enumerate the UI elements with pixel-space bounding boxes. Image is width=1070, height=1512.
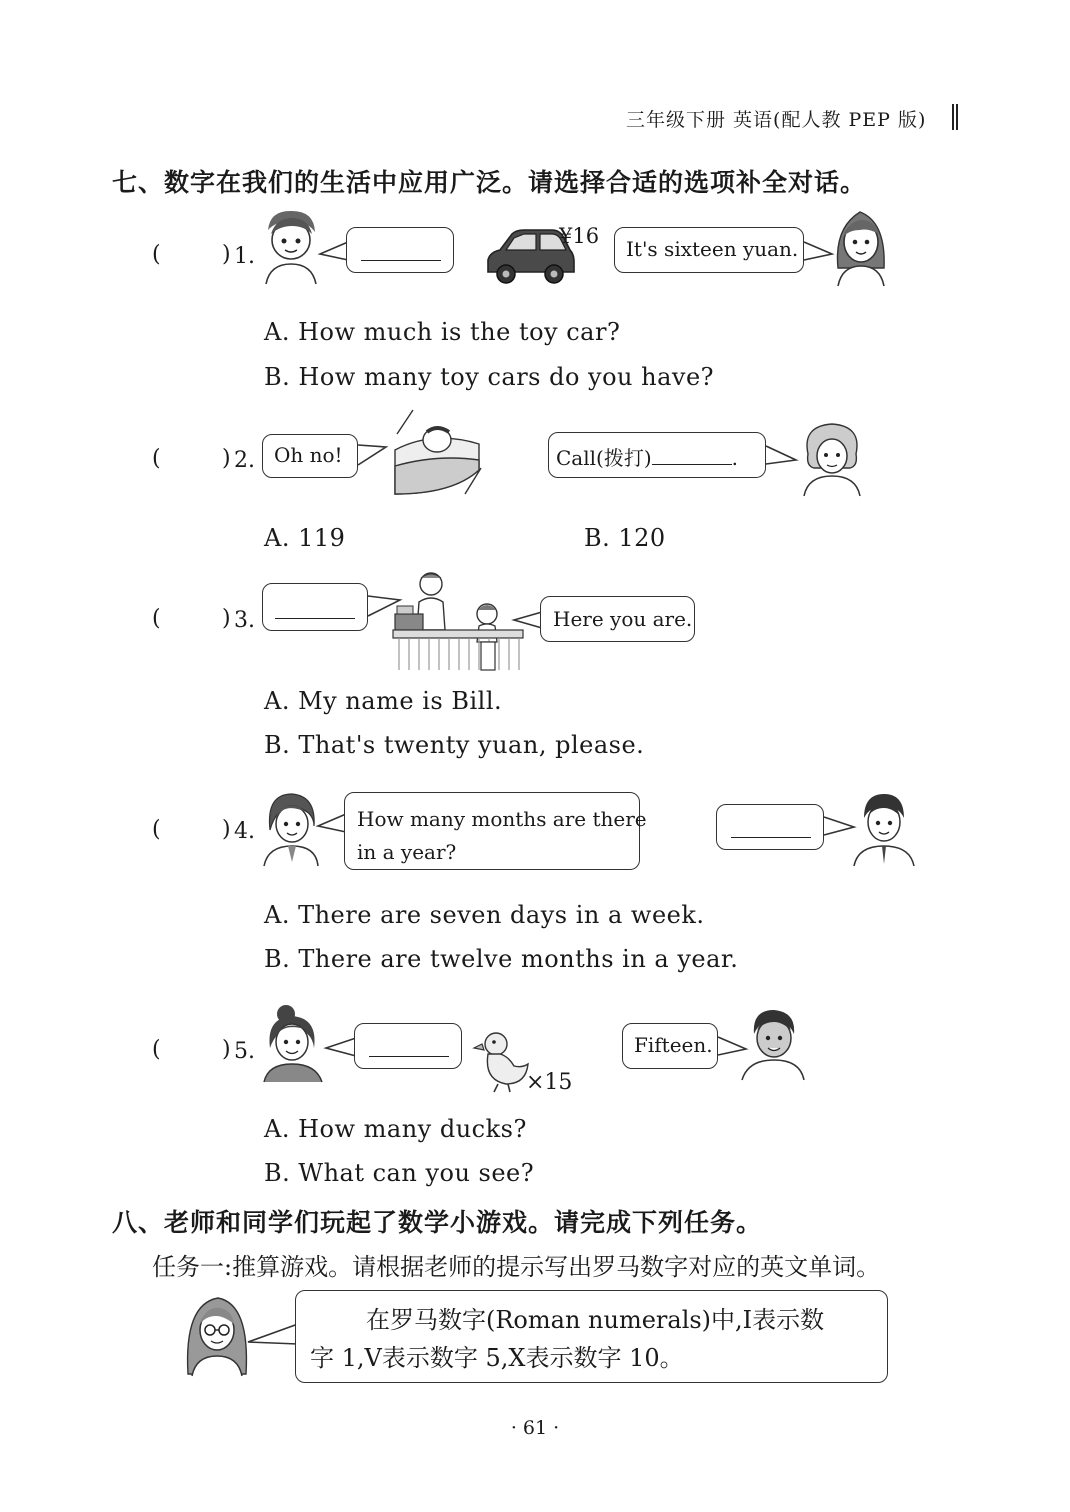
woman-icon	[262, 790, 320, 866]
answer-paren-open: (	[152, 817, 161, 842]
speech-bubble-answer	[346, 227, 454, 273]
speech-bubble-answer	[716, 804, 824, 850]
option-b: B. What can you see?	[264, 1159, 535, 1187]
speech-bubble-boy: Here you are.	[540, 596, 695, 642]
grandmother-icon	[800, 420, 864, 496]
question-line-2: in a year?	[357, 840, 457, 864]
answer-paren-close: )	[222, 817, 231, 842]
answer-paren-open: (	[152, 1037, 161, 1062]
option-a: A. How many ducks?	[264, 1115, 527, 1143]
duck-count-label: ×15	[526, 1070, 573, 1095]
answer-blank	[731, 837, 811, 838]
speech-tail	[822, 815, 856, 839]
duckling-icon	[478, 1030, 530, 1094]
answer-blank	[361, 260, 441, 261]
question-number: 3.	[234, 608, 255, 633]
speech-tail	[246, 1322, 300, 1352]
speech-bubble-teacher-hint	[295, 1290, 888, 1383]
teacher-hint-line-1: 在罗马数字(Roman numerals)中,Ⅰ表示数	[366, 1306, 825, 1334]
answer-paren-close: )	[222, 446, 231, 471]
header-divider	[952, 104, 958, 130]
question-number: 4.	[234, 819, 255, 844]
boy-icon	[262, 208, 320, 284]
shop-counter-scene-icon	[393, 570, 525, 672]
boy-icon	[740, 1006, 804, 1080]
man-icon	[852, 790, 916, 866]
task-1-instruction: 任务一:推算游戏。请根据老师的提示写出罗马数字对应的英文单词。	[152, 1253, 881, 1281]
answer-paren-open: (	[152, 446, 161, 471]
speech-bubble-answer	[262, 583, 368, 631]
page-number: · 61 ·	[510, 1417, 560, 1439]
woman-bun-icon	[262, 1004, 326, 1082]
call-text: Call(拨打)	[556, 446, 652, 470]
option-b: B. That's twenty yuan, please.	[264, 731, 645, 759]
option-a: A. My name is Bill.	[264, 687, 503, 715]
speech-tail	[324, 1036, 358, 1060]
question-number: 5.	[234, 1039, 255, 1064]
speech-tail	[764, 444, 798, 468]
teacher-hint-line-2: 字 1,Ⅴ表示数字 5,Ⅹ表示数字 10。	[310, 1344, 684, 1372]
answer-paren-close: )	[222, 242, 231, 267]
answer-blank	[652, 464, 732, 465]
answer-paren-open: (	[152, 606, 161, 631]
question-line-1: How many months are there	[357, 807, 647, 831]
answer-paren-open: (	[152, 242, 161, 267]
section-8-title: 八、老师和同学们玩起了数学小游戏。请完成下列任务。	[112, 1208, 763, 1237]
speech-bubble-exclaim: Oh no!	[262, 434, 358, 478]
girl-icon	[832, 208, 890, 286]
sick-child-in-bed-icon	[393, 410, 483, 496]
question-number: 2.	[234, 448, 255, 473]
option-a: A. 119	[264, 524, 346, 552]
speech-tail	[356, 443, 388, 469]
answer-paren-close: )	[222, 606, 231, 631]
question-number: 1.	[234, 244, 255, 269]
option-a: A. There are seven days in a week.	[264, 901, 705, 929]
speech-bubble-boy: Fifteen.	[622, 1023, 718, 1069]
price-label: ¥16	[559, 224, 600, 248]
answer-blank	[275, 618, 355, 619]
section-7-title: 七、数字在我们的生活中应用广泛。请选择合适的选项补全对话。	[112, 168, 867, 197]
speech-tail	[802, 240, 834, 264]
option-b: B. There are twelve months in a year.	[264, 945, 739, 973]
option-a: A. How much is the toy car?	[264, 318, 621, 346]
call-period: .	[731, 446, 738, 470]
answer-paren-close: )	[222, 1037, 231, 1062]
answer-blank	[369, 1056, 449, 1057]
option-b: B. How many toy cars do you have?	[264, 363, 715, 391]
speech-bubble-call	[548, 432, 766, 478]
speech-bubble-question	[344, 792, 647, 870]
option-b: B. 120	[584, 524, 666, 552]
teacher-with-glasses-icon	[184, 1294, 250, 1376]
speech-bubble-answer	[354, 1023, 462, 1069]
page-header: 三年级下册 英语(配人教 PEP 版)	[626, 109, 927, 131]
speech-bubble-seller: It's sixteen yuan.	[614, 227, 804, 273]
